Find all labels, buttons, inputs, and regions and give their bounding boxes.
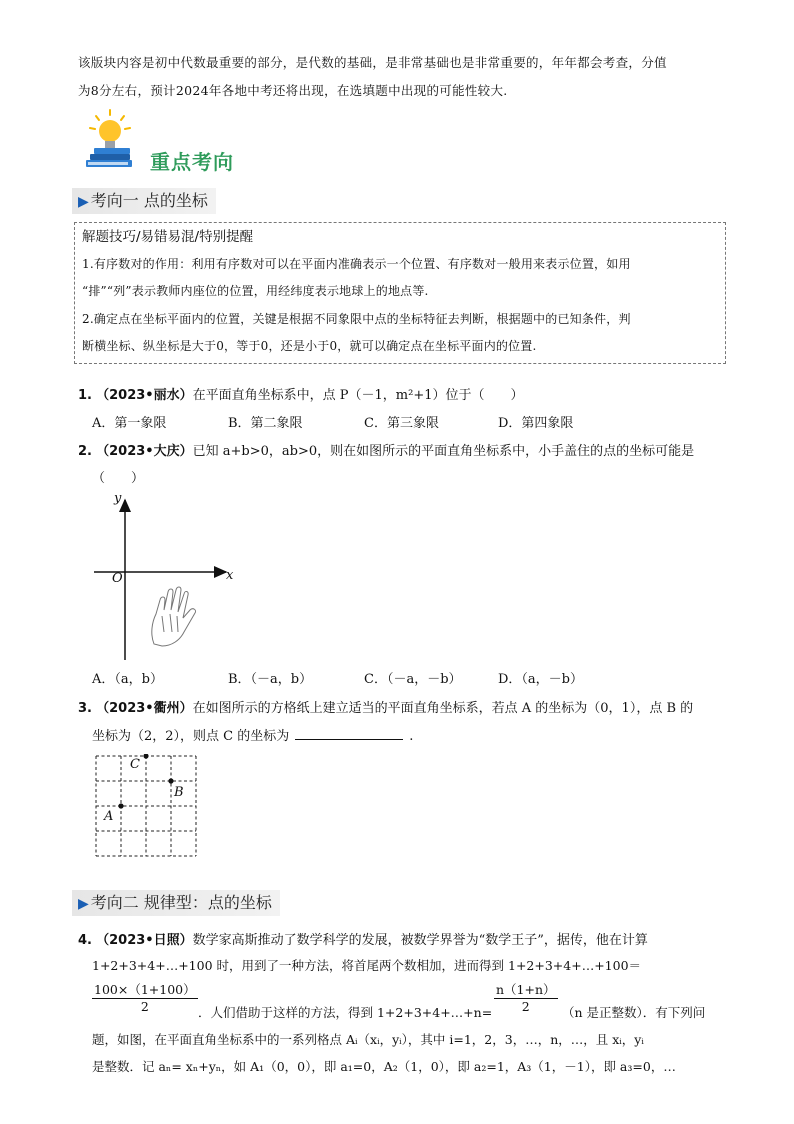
q3-point-b-label: B bbox=[174, 785, 184, 800]
q2-option-c[interactable]: C．（－a，－b） bbox=[364, 672, 462, 687]
q2-paren: （ ） bbox=[92, 471, 145, 486]
q3-stem-line-2 bbox=[92, 727, 413, 746]
q3-answer-blank[interactable] bbox=[295, 727, 403, 740]
section-1-title-text: 考向一 点的坐标 bbox=[90, 191, 208, 210]
q2-axis-x-label: x bbox=[226, 568, 234, 583]
q4-line-3a: ．人们借助于这样的方法，得到 1+2+3+4+…+n= bbox=[198, 1005, 493, 1020]
intro-line-1: 该版块内容是初中代数最重要的部分，是代数的基础，是非常基础也是非常重要的，年年都会考查，分值 bbox=[78, 55, 667, 70]
q3-number: 3. bbox=[78, 701, 92, 716]
q2-option-b[interactable]: B．（－a，b） bbox=[228, 672, 313, 687]
q4-frac2-denominator: 2 bbox=[521, 999, 530, 1014]
q2-number: 2. bbox=[78, 444, 92, 459]
q3-point-a-label: A bbox=[104, 809, 114, 824]
q4-line-3b: （n 是正整数）．有下列问 bbox=[562, 1005, 706, 1020]
q4-source: （2023•日照） bbox=[96, 933, 193, 948]
q1-option-a[interactable]: A．第一象限 bbox=[92, 416, 167, 431]
triangle-arrow-icon: ▶ bbox=[78, 896, 89, 912]
q3-point-c-label: C bbox=[130, 757, 140, 772]
q4-line-5: 是整数．记 aₙ= xₙ+yₙ，如 A₁（0，0），即 a₁=0，A₂（1，0），即 a₂=1，A₃（1，－1），即 a₃=0，… bbox=[92, 1059, 676, 1074]
q4-number: 4. bbox=[78, 933, 92, 948]
q2-origin-label: O bbox=[112, 571, 123, 586]
question-2 bbox=[78, 443, 694, 461]
triangle-arrow-icon: ▶ bbox=[78, 194, 89, 210]
q3-end: . bbox=[409, 729, 414, 744]
section-2-title bbox=[72, 890, 280, 916]
q4-frac1-numerator: 100×（1+100） bbox=[94, 982, 196, 997]
question-1 bbox=[78, 387, 523, 405]
q4-fraction-2 bbox=[494, 980, 558, 1014]
q1-option-d[interactable]: D．第四象限 bbox=[498, 416, 574, 431]
tips-line-4: 断横坐标、纵坐标是大于0，等于0，还是小于0，就可以确定点在坐标平面内的位置. bbox=[82, 339, 537, 353]
section-2-title-text: 考向二 规律型：点的坐标 bbox=[90, 893, 272, 912]
q3-source: （2023•衢州） bbox=[96, 701, 193, 716]
question-3 bbox=[78, 700, 693, 718]
q2-source: （2023•大庆） bbox=[96, 444, 193, 459]
q1-stem: 在平面直角坐标系中，点 P（－1，m²+1）位于（ ） bbox=[192, 388, 524, 403]
keypoint-title: 重点考向 bbox=[150, 150, 234, 174]
tips-line-3: 2.确定点在坐标平面内的位置，关键是根据不同象限中点的坐标特征去判断，根据题中的已知条件，判 bbox=[82, 312, 631, 326]
tips-heading: 解题技巧/易错易混/特别提醒 bbox=[82, 229, 254, 245]
tips-line-2: “排”“列”表示教师内座位的位置，用经纬度表示地球上的地点等. bbox=[82, 284, 429, 298]
q2-option-a[interactable]: A．（a，b） bbox=[92, 672, 163, 687]
question-4 bbox=[78, 932, 648, 950]
q4-frac1-denominator: 2 bbox=[140, 999, 149, 1014]
q1-option-c[interactable]: C．第三象限 bbox=[364, 416, 439, 431]
q1-option-b[interactable]: B．第二象限 bbox=[228, 416, 303, 431]
q4-stem: 数学家高斯推动了数学科学的发展，被数学界誉为“数学王子”，据传，他在计算 bbox=[192, 933, 648, 948]
q4-fraction-1 bbox=[92, 980, 198, 1014]
q2-axis-y-label: y bbox=[114, 491, 122, 506]
q2-stem: 已知 a+b>0，ab>0，则在如图所示的平面直角坐标系中，小手盖住的点的坐标可能是 bbox=[192, 444, 695, 459]
q4-line-2: 1+2+3+4+…+100 时，用到了一种方法，将首尾两个数相加，进而得到 1+2+3+4+…+100＝ bbox=[92, 958, 642, 973]
section-1-title bbox=[72, 188, 216, 214]
hand-icon bbox=[152, 587, 196, 646]
q1-number: 1. bbox=[78, 388, 92, 403]
q4-line-4: 题，如图，在平面直角坐标系中的一系列格点 Aᵢ（xᵢ，yᵢ），其中 i=1，2，3，…，n，…，且 xᵢ，yᵢ bbox=[92, 1032, 644, 1047]
tips-line-1: 1.有序数对的作用：利用有序数对可以在平面内准确表示一个位置、有序数对一般用来表示位置，如用 bbox=[82, 257, 631, 271]
lightbulb-books-icon bbox=[84, 108, 148, 176]
q3-stem: 在如图所示的方格纸上建立适当的平面直角坐标系，若点 A 的坐标为（0，1），点 B 的 bbox=[192, 701, 694, 716]
q1-source: （2023•丽水） bbox=[96, 388, 193, 403]
q2-option-d[interactable]: D．（a，－b） bbox=[498, 672, 583, 687]
q3-grid-figure bbox=[94, 754, 200, 860]
intro-line-2: 为8分左右，预计2024年各地中考还将出现，在选填题中出现的可能性较大. bbox=[78, 83, 508, 98]
q3-stem-2: 坐标为（2，2），则点 C 的坐标为 bbox=[92, 729, 290, 744]
q4-frac2-numerator: n（1+n） bbox=[496, 982, 556, 997]
